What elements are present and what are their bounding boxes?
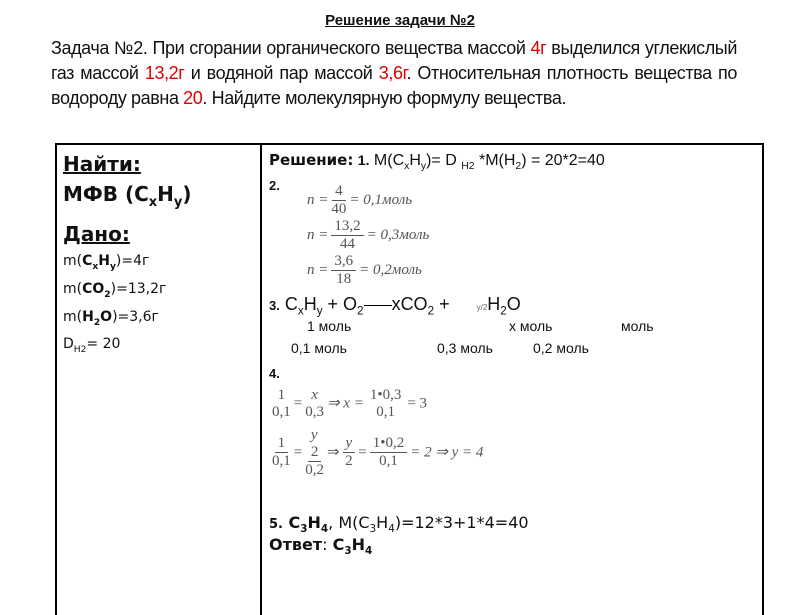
given-list: [63, 250, 258, 361]
given-heading: Дано:: [63, 222, 130, 246]
step-4-y: $\frac{1}{0,1}$ = y 2 0,2 ⇒ $\frac{y}{2}$ = $\frac{1•0,2}{0,1}$ = 2 ⇒ y = 4: [272, 426, 484, 478]
step-5: 5. $C_3H_4$, $M(C_3H_4)=12*3+1*4=40$: [269, 512, 529, 535]
mass-value: 4г: [530, 38, 547, 58]
column-divider: [260, 145, 262, 615]
page-title: Решение задачи №2: [325, 12, 475, 29]
right-column: [269, 151, 759, 557]
moles-substance: n = $\frac{4}{40}$ = 0,1моль: [307, 183, 413, 218]
find-heading: Найти:: [63, 152, 141, 176]
given-mass-substance: $m(C_xH_y)=4г$: [63, 253, 150, 272]
problem-text: и водяной пар массой: [184, 63, 379, 83]
find-target: МФВ $(C_xH_y)$: [63, 182, 192, 210]
given-density: $D_{H2}= 20$: [63, 336, 121, 356]
mole-ratio-row: 1 моль x моль моль: [307, 317, 654, 334]
step-2-formulas: [307, 183, 759, 288]
given-mass-h2o: $m(H_2O)=3,6г$: [63, 308, 159, 328]
problem-text: . Относительная плотность вещества по водороду равна: [51, 63, 737, 108]
given-mass-co2: $m(CO_2)=13,2г$: [63, 280, 167, 300]
mole-amount-row: 0,1 моль 0,3 моль 0,2 моль: [291, 339, 589, 356]
answer: Ответ: $C_3H_4$: [269, 534, 373, 558]
problem-text: Задача №2. При сгорании органического вещества массой: [51, 38, 531, 58]
step-4-x: 1 0,1 = x 0,3 ⇒ x = 1•0,3 0,1 = 3: [272, 386, 428, 420]
h2o-mass: 3,6г: [378, 63, 407, 83]
step-1: Решение: 1. $M(C_xH_y)= D$ $_{H2}$ $*M(H_2) = 20*2=40$: [269, 151, 605, 173]
problem-statement: [51, 36, 737, 111]
density-value: 20: [183, 88, 203, 108]
moles-co2: n = $\frac{13,2}{44}$ = 0,3моль: [307, 218, 430, 253]
step-2-label: 2.: [269, 178, 280, 194]
moles-h2o: n = $\frac{3,6}{18}$ = 0,2моль: [307, 253, 422, 288]
left-column: [63, 149, 258, 361]
solution-table: [55, 143, 764, 615]
step-4-label: 4.: [269, 365, 280, 381]
problem-text: выделился углекислый газ массой: [51, 38, 737, 83]
co2-mass: 13,2г: [144, 63, 185, 83]
problem-text: . Найдите молекулярную формулу вещества.: [202, 88, 567, 108]
step-3-equation: 3. $C_xH_y + O_2$ $xCO_2 + y/2H_2O$: [269, 294, 521, 318]
